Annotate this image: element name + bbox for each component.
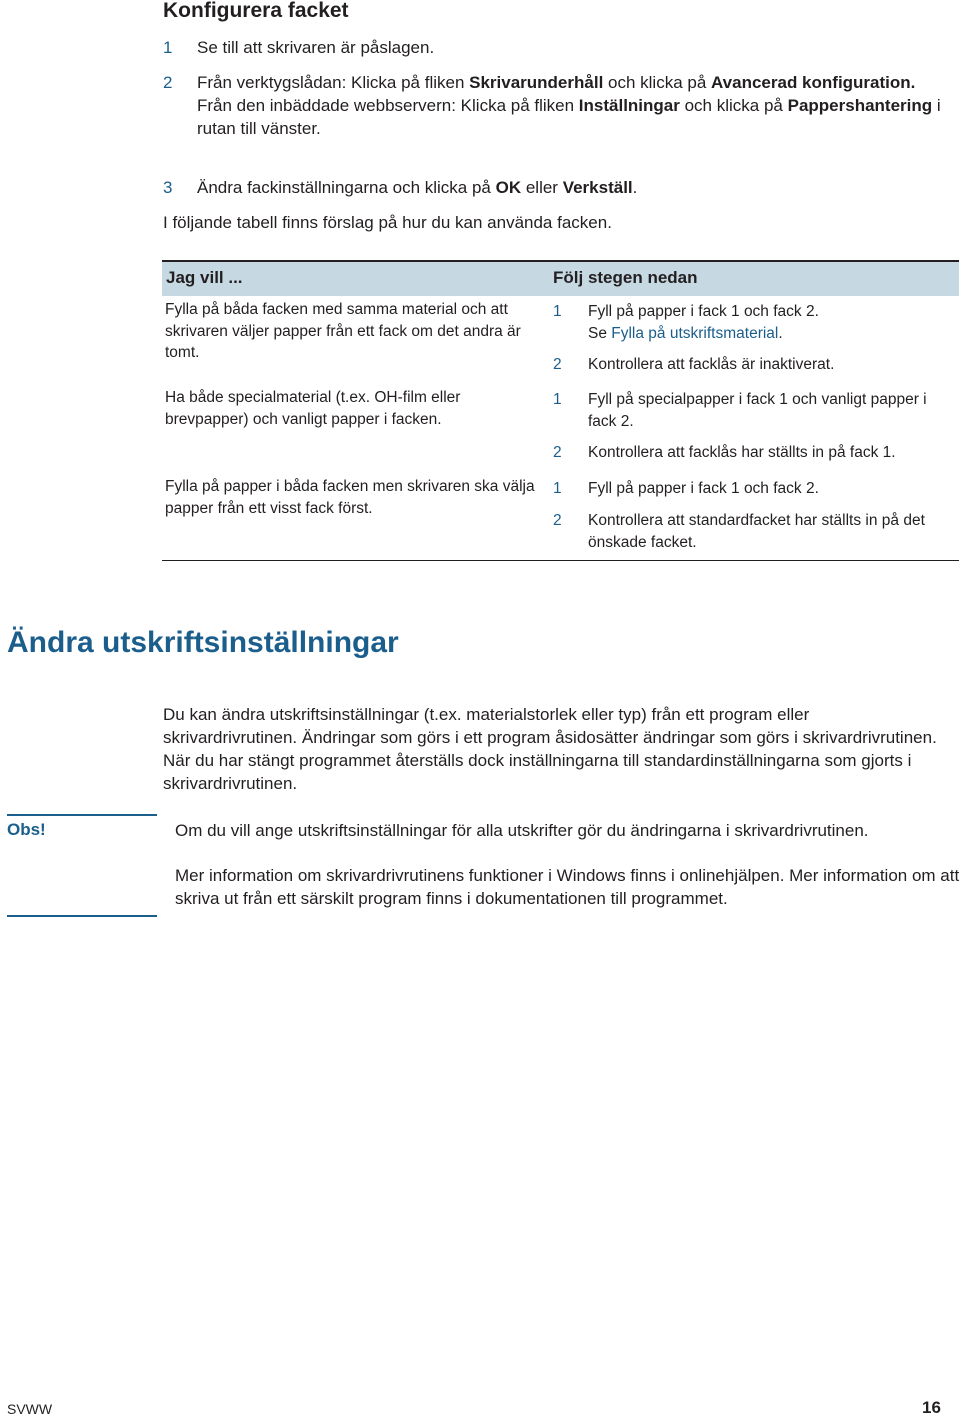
step-number: 1 xyxy=(553,391,562,408)
cross-reference-link[interactable]: Fylla på utskriftsmaterial xyxy=(611,324,779,342)
table-cell: Fyll på papper i fack 1 och fack 2. xyxy=(588,480,819,497)
step-text-part: . xyxy=(632,178,638,197)
step-text-part: Se xyxy=(588,324,612,342)
column-header: Jag vill ... xyxy=(166,268,243,287)
table-cell: Fylla på båda facken med samma material och att skrivaren väljer papper från ett fack om det andra är tomt. xyxy=(165,301,521,361)
step-text-part: Ändra fackinställningarna och klicka på xyxy=(197,178,496,197)
footer-label: SVWW xyxy=(7,1401,53,1417)
step-text xyxy=(197,71,947,140)
note-top-rule xyxy=(7,814,157,816)
intro-text: I följande tabell finns förslag på hur du kan använda facken. xyxy=(163,213,612,232)
step-number: 2 xyxy=(553,356,562,373)
table-cell: Fyll på specialpapper i fack 1 och vanligt papper i fack 2. xyxy=(588,391,927,430)
step-number: 2 xyxy=(553,512,562,529)
note-label: Obs! xyxy=(7,820,46,839)
step-text xyxy=(197,176,947,199)
ui-term: OK xyxy=(495,178,522,197)
section-heading: Ändra utskriftsinställningar xyxy=(7,626,399,659)
table-header xyxy=(162,262,959,296)
step-text-part: i rutan till vänster. xyxy=(197,96,941,138)
ui-term: Inställningar xyxy=(578,96,680,115)
ui-term: Avancerad konfiguration. xyxy=(711,73,916,92)
step-number: 3 xyxy=(163,178,173,197)
note-text: Om du vill ange utskriftsinställningar för alla utskrifter gör du ändringarna i skrivardrivrutinen. xyxy=(175,821,869,840)
step-number: 2 xyxy=(163,73,173,92)
step-text-part: och klicka på xyxy=(603,73,712,92)
table-cell: Ha både specialmaterial (t.ex. OH-film eller brevpapper) och vanligt papper i facken. xyxy=(165,389,461,428)
step-number: 1 xyxy=(553,303,562,320)
step-text xyxy=(197,36,947,59)
step-number: 1 xyxy=(553,480,562,497)
ui-term: Skrivarunderhåll xyxy=(469,73,604,92)
ui-term: Pappershantering xyxy=(787,96,933,115)
table-bottom-rule xyxy=(162,560,959,561)
table-cell xyxy=(588,301,958,344)
table-cell: Kontrollera att facklås är inaktiverat. xyxy=(588,356,835,373)
note-text: Mer information om skrivardrivrutinens funktioner i Windows finns i onlinehjälpen. Mer information om att skriva ut från ett särskilt program finns i dokumentationen till programmet. xyxy=(175,866,960,908)
step-text-part: Från den inbäddade webbservern: Klicka på fliken xyxy=(197,96,579,115)
table-cell: Kontrollera att standardfacket har ställts in på det önskade facket. xyxy=(588,512,925,551)
ui-term: Verkställ xyxy=(562,178,633,197)
step-text-part: eller xyxy=(521,178,563,197)
step-text-part: och klicka på xyxy=(679,96,788,115)
step-text: Fyll på papper i fack 1 och fack 2. xyxy=(588,303,819,320)
step-number: 2 xyxy=(553,444,562,461)
page-number: 16 xyxy=(922,1398,941,1417)
step-text-part: . xyxy=(778,324,783,342)
column-header: Följ stegen nedan xyxy=(553,268,698,287)
table-cell: Fylla på papper i båda facken men skrivaren ska välja papper från ett visst fack först. xyxy=(165,478,535,517)
note-bottom-rule xyxy=(7,915,157,917)
section-title: Konfigurera facket xyxy=(163,0,349,22)
step-number: 1 xyxy=(163,38,173,57)
body-paragraph: Du kan ändra utskriftsinställningar (t.ex. materialstorlek eller typ) från ett program eller skrivardrivrutinen. Ändringar som görs i ett program åsidosätter ändringar som görs i skrivardrivrutinen. När du har stängt programmet återställs dock inställningarna till standardinställningarna som gjorts i skrivardrivrutinen. xyxy=(163,705,937,793)
step-text-part: Från verktygslådan: Klicka på fliken xyxy=(197,73,470,92)
step-text-part: Se till att skrivaren är påslagen. xyxy=(197,38,435,57)
table-cell: Kontrollera att facklås har ställts in på fack 1. xyxy=(588,444,896,461)
